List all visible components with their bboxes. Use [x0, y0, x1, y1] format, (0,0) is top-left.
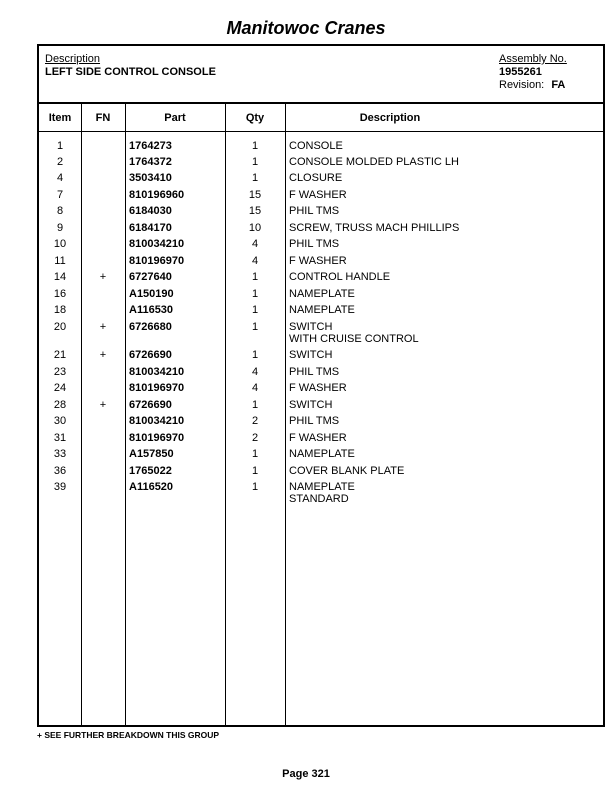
description-cell [289, 238, 339, 250]
part-number-cell: 1765022 [129, 465, 172, 477]
part-number-cell: 810034210 [129, 366, 185, 378]
header-divider [39, 102, 603, 104]
column-divider [81, 102, 82, 725]
revision-line [499, 79, 567, 92]
quantity-cell: 1 [251, 481, 259, 493]
description-cell [289, 465, 404, 477]
item-cell: 23 [53, 366, 67, 378]
revision-label: Revision: [499, 79, 545, 91]
column-header-item: Item [48, 112, 72, 124]
description-cell [289, 205, 339, 217]
quantity-cell: 1 [251, 465, 259, 477]
description-cell [289, 399, 332, 411]
part-number-cell: 810034210 [129, 415, 185, 427]
description-cell [289, 448, 355, 460]
item-cell: 2 [56, 156, 64, 168]
description-cell [289, 481, 355, 505]
part-number-cell: 810196960 [129, 189, 185, 201]
page-number: Page 321 [282, 768, 330, 780]
description-subtext: WITH CRUISE CONTROL [289, 333, 419, 345]
description-cell [289, 140, 343, 152]
quantity-cell: 1 [251, 448, 259, 460]
description-text: F WASHER [289, 382, 347, 394]
item-cell: 16 [53, 288, 67, 300]
parts-table-frame [37, 44, 605, 727]
quantity-cell: 1 [251, 271, 259, 283]
item-cell: 20 [53, 321, 67, 333]
part-number-cell: 1764273 [129, 140, 172, 152]
fn-cell: + [99, 399, 107, 411]
part-number-cell: 810196970 [129, 382, 185, 394]
description-text: SCREW, TRUSS MACH PHILLIPS [289, 222, 460, 234]
description-value: LEFT SIDE CONTROL CONSOLE [45, 66, 216, 78]
part-number-cell: 6184030 [129, 205, 172, 217]
description-cell [289, 271, 390, 283]
description-text: SWITCH [289, 399, 333, 411]
column-header-qty: Qty [245, 112, 265, 124]
description-cell [289, 288, 355, 300]
description-cell [289, 382, 347, 394]
part-number-cell: 6726690 [129, 349, 172, 361]
item-cell: 28 [53, 399, 67, 411]
quantity-cell: 1 [251, 399, 259, 411]
part-number-cell: 1764372 [129, 156, 172, 168]
part-number-cell: 6726680 [129, 321, 172, 333]
quantity-cell: 1 [251, 172, 259, 184]
item-cell: 30 [53, 415, 67, 427]
quantity-cell: 4 [251, 238, 259, 250]
quantity-cell: 1 [251, 140, 259, 152]
part-number-cell: 6726690 [129, 399, 172, 411]
column-header-description: Description [359, 112, 421, 124]
item-cell: 36 [53, 465, 67, 477]
item-cell: 4 [56, 172, 64, 184]
assembly-number-value: 1955261 [499, 66, 542, 78]
description-cell [289, 222, 459, 234]
quantity-cell: 1 [251, 304, 259, 316]
assembly-number-label: Assembly No. [499, 53, 567, 65]
description-text: PHIL TMS [289, 238, 340, 250]
description-text: CONTROL HANDLE [289, 271, 391, 283]
fn-cell: + [99, 321, 107, 333]
item-cell: 33 [53, 448, 67, 460]
description-text: PHIL TMS [289, 366, 340, 378]
quantity-cell: 1 [251, 321, 259, 333]
item-cell: 21 [53, 349, 67, 361]
part-number-cell: 810034210 [129, 238, 185, 250]
part-number-cell: A150190 [129, 288, 174, 300]
footnote: + SEE FURTHER BREAKDOWN THIS GROUP [37, 730, 220, 740]
description-cell [289, 255, 347, 267]
quantity-cell: 15 [248, 189, 262, 201]
quantity-cell: 4 [251, 255, 259, 267]
description-text: SWITCH [289, 349, 333, 361]
description-cell [289, 172, 342, 184]
part-number-cell: 6727640 [129, 271, 172, 283]
item-cell: 39 [53, 481, 67, 493]
description-text: NAMEPLATE [289, 448, 355, 460]
quantity-cell: 10 [248, 222, 262, 234]
description-text: CONSOLE [289, 140, 343, 152]
item-cell: 10 [53, 238, 67, 250]
part-number-cell: 3503410 [129, 172, 172, 184]
description-cell [289, 304, 355, 316]
description-text: PHIL TMS [289, 415, 340, 427]
description-label: Description [45, 53, 101, 65]
column-divider [125, 102, 126, 725]
assembly-description-block [45, 53, 216, 79]
item-cell: 11 [54, 255, 66, 267]
description-text: SWITCH [289, 321, 333, 333]
description-cell [289, 366, 339, 378]
item-cell: 14 [53, 271, 67, 283]
column-divider [285, 102, 286, 725]
item-cell: 1 [56, 140, 64, 152]
item-cell: 31 [53, 432, 67, 444]
description-cell [289, 156, 459, 168]
fn-cell: + [99, 271, 107, 283]
description-text: CLOSURE [289, 172, 343, 184]
item-cell: 8 [56, 205, 64, 217]
part-number-cell: A157850 [129, 448, 174, 460]
quantity-cell: 1 [251, 156, 259, 168]
item-cell: 24 [53, 382, 67, 394]
description-text: F WASHER [289, 255, 347, 267]
part-number-cell: 810196970 [129, 432, 185, 444]
quantity-cell: 4 [251, 382, 259, 394]
description-cell [289, 321, 419, 345]
description-text: F WASHER [289, 432, 347, 444]
quantity-cell: 1 [251, 349, 259, 361]
description-text: NAMEPLATE [289, 304, 355, 316]
column-header-part: Part [164, 112, 186, 124]
description-cell [289, 189, 347, 201]
page-title: Manitowoc Cranes [226, 18, 386, 38]
description-text: CONSOLE MOLDED PLASTIC LH [289, 156, 459, 168]
description-subtext: STANDARD [289, 493, 349, 505]
column-header-divider [39, 131, 603, 132]
quantity-cell: 2 [251, 415, 259, 427]
description-text: COVER BLANK PLATE [289, 465, 405, 477]
revision-value: FA [551, 79, 566, 91]
quantity-cell: 4 [251, 366, 259, 378]
part-number-cell: 6184170 [129, 222, 172, 234]
quantity-cell: 1 [251, 288, 259, 300]
item-cell: 9 [56, 222, 64, 234]
column-header-fn: FN [95, 112, 111, 124]
quantity-cell: 15 [248, 205, 262, 217]
description-cell [289, 349, 332, 361]
description-text: F WASHER [289, 189, 347, 201]
part-number-cell: A116530 [129, 304, 174, 316]
description-text: NAMEPLATE [289, 288, 355, 300]
item-cell: 18 [53, 304, 67, 316]
description-cell [289, 415, 339, 427]
description-text: PHIL TMS [289, 205, 340, 217]
item-cell: 7 [56, 189, 64, 201]
description-text: NAMEPLATE [289, 481, 355, 493]
description-cell [289, 432, 347, 444]
assembly-number-block [499, 53, 567, 92]
part-number-cell: A116520 [129, 481, 174, 493]
fn-cell: + [99, 349, 107, 361]
quantity-cell: 2 [251, 432, 259, 444]
part-number-cell: 810196970 [129, 255, 185, 267]
